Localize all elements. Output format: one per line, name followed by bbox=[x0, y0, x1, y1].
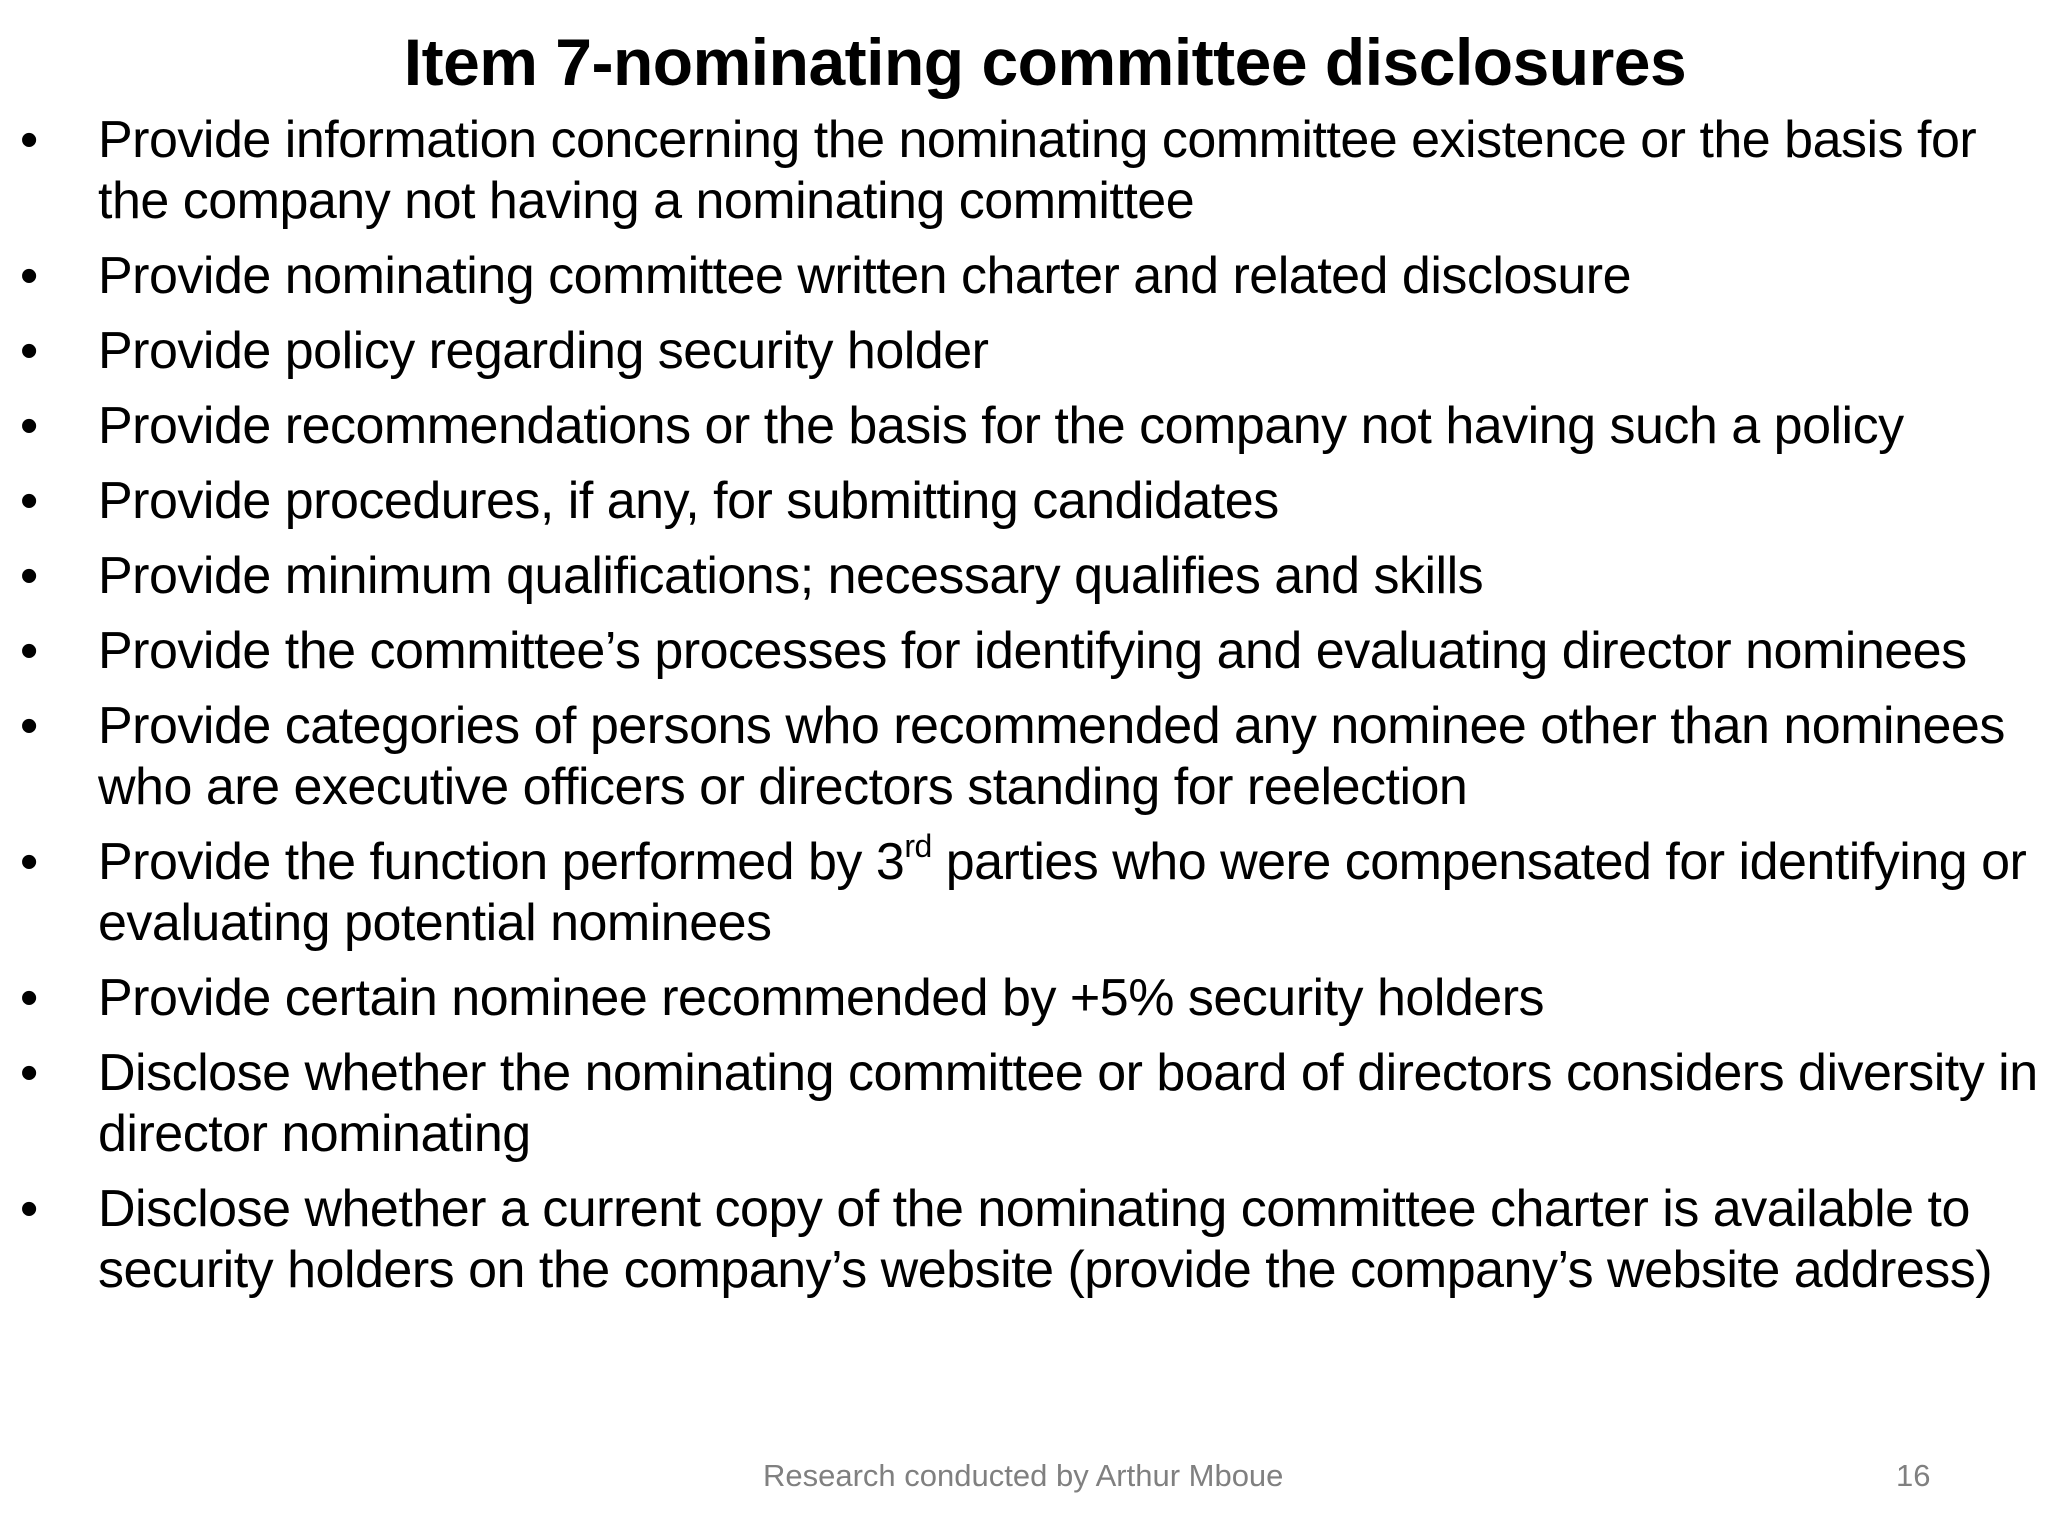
bullet-dot-icon: • bbox=[20, 969, 38, 1027]
bullet-item bbox=[0, 321, 2048, 382]
bullet-dot-icon: • bbox=[20, 697, 38, 755]
bullet-dot-icon: • bbox=[20, 397, 38, 455]
bullet-item bbox=[0, 621, 2048, 682]
bullet-dot-icon: • bbox=[20, 111, 38, 169]
bullet-item bbox=[0, 246, 2048, 307]
bullet-text: Provide nominating committee written charter and related disclosure bbox=[98, 247, 1632, 305]
bullet-text: Provide policy regarding security holder bbox=[98, 322, 989, 380]
bullet-dot-icon: • bbox=[20, 833, 38, 891]
bullet-item bbox=[0, 396, 2048, 457]
ordinal-superscript: rd bbox=[904, 828, 932, 864]
bullet-dot-icon: • bbox=[20, 472, 38, 530]
bullet-dot-icon: • bbox=[20, 547, 38, 605]
bullet-text: Provide recommendations or the basis for the company not having such a policy bbox=[98, 397, 1904, 455]
bullet-item bbox=[0, 546, 2048, 607]
slide-footer: Research conducted by Arthur Mboue bbox=[763, 1458, 1284, 1493]
bullet-item bbox=[0, 1179, 2048, 1301]
bullet-text: Provide procedures, if any, for submitting candidates bbox=[98, 472, 1279, 530]
bullet-dot-icon: • bbox=[20, 1044, 38, 1102]
bullet-text: Provide certain nominee recommended by +5% security holders bbox=[98, 969, 1545, 1027]
page-number: 16 bbox=[1896, 1458, 1931, 1493]
bullet-text: Disclose whether the nominating committee or board of directors considers diversity in director nominating bbox=[98, 1044, 2038, 1163]
bullet-item bbox=[0, 696, 2048, 818]
bullet-item bbox=[0, 110, 2048, 232]
bullet-item bbox=[0, 1043, 2048, 1165]
bullet-dot-icon: • bbox=[20, 1180, 38, 1238]
bullet-text bbox=[98, 828, 2027, 952]
bullet-dot-icon: • bbox=[20, 322, 38, 380]
bullet-dot-icon: • bbox=[20, 247, 38, 305]
bullet-text-start: Provide the function performed by 3 bbox=[98, 833, 905, 891]
bullet-dot-icon: • bbox=[20, 622, 38, 680]
bullet-text: Provide information concerning the nominating committee existence or the basis for the company not having a nominating committee bbox=[98, 111, 1977, 230]
bullet-text: Provide minimum qualifications; necessary qualifies and skills bbox=[98, 547, 1484, 605]
slide-title: Item 7-nominating committee disclosures bbox=[403, 25, 1687, 99]
bullet-text: Disclose whether a current copy of the nominating committee charter is available to security holders on the company’s website (provide the company’s website address) bbox=[98, 1180, 1993, 1299]
bullet-list bbox=[0, 110, 2048, 1315]
bullet-item bbox=[0, 471, 2048, 532]
bullet-text: Provide categories of persons who recommended any nominee other than nominees who are executive officers or directors standing for reelection bbox=[98, 697, 2005, 816]
bullet-item bbox=[0, 968, 2048, 1029]
bullet-text: Provide the committee’s processes for identifying and evaluating director nominees bbox=[98, 622, 1967, 680]
bullet-item bbox=[0, 828, 2048, 954]
bullet-text-end: parties who were compensated for identifying or evaluating potential nominees bbox=[98, 833, 2027, 952]
